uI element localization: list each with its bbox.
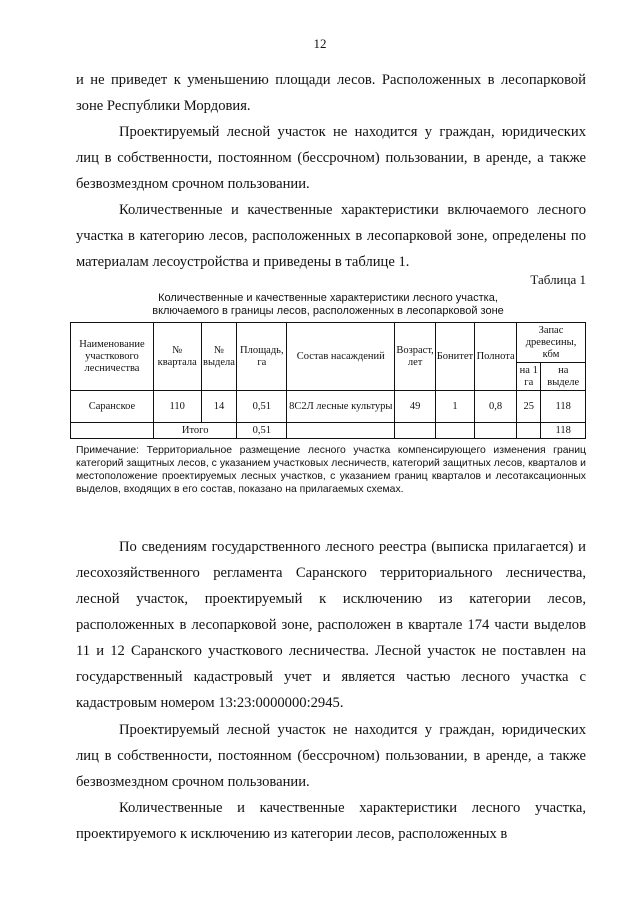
cell-bonitet: 1 [435,391,474,423]
paragraph-characteristics-2: Количественные и качественные характеристики лесного участка, проектируемого к исключению из категории лесов, расположенных в [76,800,586,842]
cell-total-empty [435,423,474,439]
paragraph-ownership: Проектируемый лесной участок не находится у граждан, юридических лиц в собственности, постоянном (бессрочном) пользовании, в аренде, а также безвозмездном срочном пользовании. [76,124,586,192]
cell-total-empty [517,423,541,439]
header-stock-per-ha: на 1 га [517,363,541,391]
header-forestry: Наименование участкового лесничества [71,323,154,391]
forest-plot-table [70,322,586,439]
table-total-row [71,423,586,439]
table-note: Примечание: Территориальное размещение лесного участка компенсирующего изменения границ категорий защитных лесов, с указанием участковых лесничеств, категорий защитных лесов, кварталов и местоположение проектируемых лесных участков, с указанием границ кварталов и лесотаксационных выделов, входящих в его состав, показано на прилагаемых схемах. [76,445,586,495]
cell-density: 0,8 [475,391,517,423]
table-row [71,391,586,423]
cell-stock-per-ha: 25 [517,391,541,423]
cell-area: 0,51 [237,391,287,423]
table-caption-line-2: включаемого в границы лесов, расположенных в лесопарковой зоне [152,305,504,317]
cell-age: 49 [395,391,435,423]
page-number: 12 [313,36,327,51]
cell-total-area: 0,51 [237,423,287,439]
header-quarter: № квартала [153,323,201,391]
header-stock-per-allotment: на выделе [541,363,586,391]
table-caption [70,292,586,318]
paragraph-continuation: и не приведет к уменьшению площади лесов. Расположенных в лесопарковой зоне Республики Мордовия. [76,72,586,114]
paragraph-registry: По сведениям государственного лесного реестра (выписка прилагается) и лесохозяйственного регламента Саранского территориального лесничества, лесной участок, проектируемый к исключению из категории лесов, расположенных в лесопарковой зоне, расположен в квартале 174 части выделов 11 и 12 Саранского участкового лесничества. Лесной участок не поставлен на государственный кадастровый учет и является частью лесного участка с кадастровым номером 13:23:0000000:2945. [76,539,586,711]
cell-forestry: Саранское [71,391,154,423]
table-label: Таблица 1 [530,272,586,287]
cell-total-stock: 118 [541,423,586,439]
cell-total-empty [71,423,154,439]
header-density: Полнота [475,323,517,391]
table-caption-line-1: Количественные и качественные характеристики лесного участка, [158,292,498,304]
header-age: Возраст, лет [395,323,435,391]
cell-quarter: 110 [153,391,201,423]
header-composition: Состав насаждений [287,323,395,391]
cell-total-empty [395,423,435,439]
cell-total-empty [475,423,517,439]
cell-total-label: Итого [153,423,237,439]
header-allotment: № выдела [201,323,237,391]
paragraph-ownership-2: Проектируемый лесной участок не находится у граждан, юридических лиц в собственности, постоянном (бессрочном) пользовании, в аренде, а также безвозмездном срочном пользовании. [76,722,586,790]
cell-total-empty [287,423,395,439]
cell-stock-per-allotment: 118 [541,391,586,423]
header-area: Площадь, га [237,323,287,391]
cell-composition: 8С2Л лесные культуры [287,391,395,423]
paragraph-characteristics: Количественные и качественные характеристики включаемого лесного участка в категорию лесов, расположенных в лесопарковой зоне, определены по материалам лесоустройства и приведены в таблице 1. [76,202,586,270]
header-stock: Запас древесины, кбм [517,323,586,363]
cell-allotment: 14 [201,391,237,423]
header-bonitet: Бонитет [435,323,474,391]
